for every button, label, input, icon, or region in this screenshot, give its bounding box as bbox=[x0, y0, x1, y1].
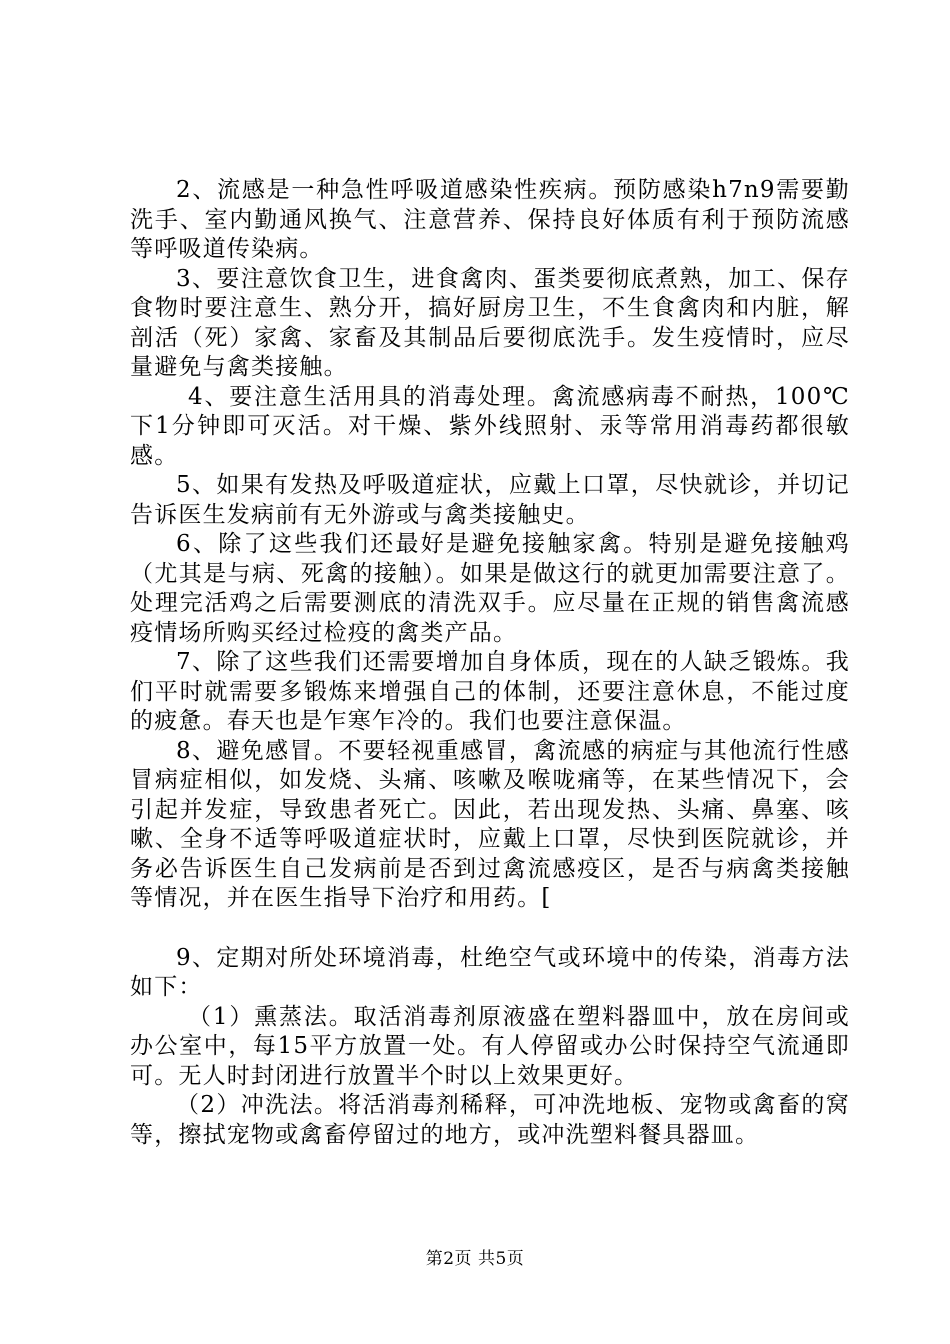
paragraph-gap bbox=[130, 914, 850, 944]
paragraph-6: 6、除了这些我们还最好是避免接触家禽。特别是避免接触鸡（尤其是与病、死禽的接触）。如果是做这行的就更加需要注意了。处理完活鸡之后需要测底的清洗双手。应尽量在正规的销售禽流感疫情场所购买经过检疫的禽类产品。 bbox=[130, 531, 850, 646]
paragraph-2: 2、流感是一种急性呼吸道感染性疾病。预防感染h7n9需要勤洗手、室内勤通风换气、注意营养、保持良好体质有利于预防流感等呼吸道传染病。 bbox=[130, 177, 850, 262]
paragraph-4: 4、要注意生活用具的消毒处理。禽流感病毒不耐热，100℃下1分钟即可灭活。对干燥、紫外线照射、汞等常用消毒药都很敏感。 bbox=[130, 383, 850, 469]
paragraph-9-1: （1）熏蒸法。取活消毒剂原液盛在塑料器皿中，放在房间或办公室中，每15平方放置一处。有人停留或办公时保持空气流通即可。无人时封闭进行放置半个时以上效果更好。 bbox=[130, 1003, 850, 1089]
page-footer: 第2页 共5页 bbox=[425, 1249, 525, 1269]
paragraph-3: 3、要注意饮食卫生，进食禽肉、蛋类要彻底煮熟，加工、保存食物时要注意生、熟分开，搞好厨房卫生，不生食禽肉和内脏，解剖活（死）家禽、家畜及其制品后要彻底洗手。发生疫情时，应尽量避免与禽类接触。 bbox=[130, 265, 850, 380]
paragraph-8: 8、避免感冒。不要轻视重感冒，禽流感的病症与其他流行性感冒病症相似，如发烧、头痛、咳嗽及喉咙痛等，在某些情况下，会引起并发症，导致患者死亡。因此，若出现发热、头痛、鼻塞、咳嗽、全身不适等呼吸道症状时，应戴上口罩，尽快到医院就诊，并务必告诉医生自己发病前是否到过禽流感疫区，是否与病禽类接触等情况，并在医生指导下治疗和用药。[ bbox=[130, 737, 850, 911]
document-body bbox=[130, 176, 850, 1150]
paragraph-5: 5、如果有发热及呼吸道症状，应戴上口罩，尽快就诊，并切记告诉医生发病前有无外游或与禽类接触史。 bbox=[130, 472, 850, 528]
paragraph-9: 9、定期对所处环境消毒，杜绝空气或环境中的传染，消毒方法如下： bbox=[130, 944, 850, 1000]
paragraph-7: 7、除了这些我们还需要增加自身体质，现在的人缺乏锻炼。我们平时就需要多锻炼来增强自己的体制，还要注意休息，不能过度的疲惫。春天也是乍寒乍冷的。我们也要注意保温。 bbox=[130, 649, 850, 734]
paragraph-9-2: （2）冲洗法。将活消毒剂稀释，可冲洗地板、宠物或禽畜的窝等，擦拭宠物或禽畜停留过的地方，或冲洗塑料餐具器皿。 bbox=[130, 1092, 850, 1148]
